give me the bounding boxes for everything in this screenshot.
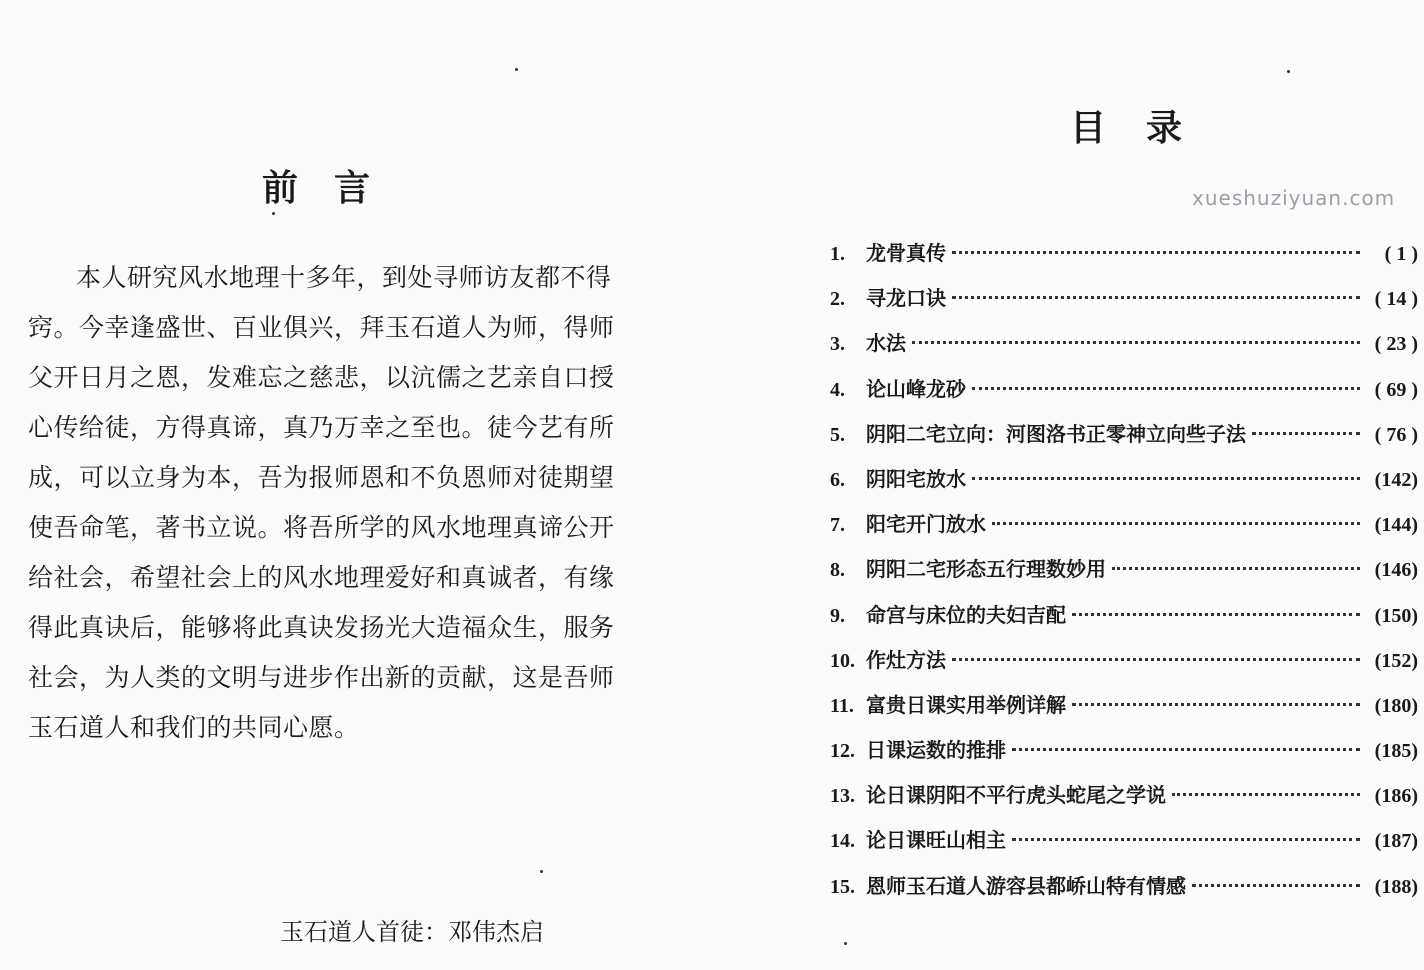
contents-list xyxy=(830,238,1418,916)
scan-speck xyxy=(844,942,847,945)
item-number: 1. xyxy=(830,243,845,265)
contents-item[interactable] xyxy=(830,554,1418,599)
contents-item[interactable] xyxy=(830,374,1418,419)
contents-item[interactable] xyxy=(830,283,1418,328)
item-page: (142) xyxy=(1374,468,1418,491)
preface-line: 成，可以立身为本，吾为报师恩和不负恩师对徒期望 xyxy=(28,463,615,492)
item-number: 14. xyxy=(830,830,855,853)
item-page: (146) xyxy=(1374,559,1418,582)
preface-line: 心传给徒，方得真谛，真乃万幸之至也。徒今艺有所 xyxy=(28,413,615,442)
dot-leader xyxy=(1252,432,1360,435)
item-title: 阳宅开门放水 xyxy=(866,512,986,537)
item-number: 6. xyxy=(830,468,845,491)
dot-leader xyxy=(1072,703,1360,706)
contents-item[interactable] xyxy=(830,780,1418,825)
item-title: 命宫与床位的夫妇吉配 xyxy=(866,602,1066,627)
preface-line: 窍。今幸逢盛世、百业俱兴，拜玉石道人为师，得师 xyxy=(28,313,615,342)
preface-line: 父开日月之恩，发难忘之慈悲，以沆儒之艺亲自口授 xyxy=(28,363,615,392)
dot-leader xyxy=(972,477,1360,480)
contents-item[interactable] xyxy=(830,871,1418,916)
contents-item[interactable] xyxy=(830,464,1418,509)
item-number: 12. xyxy=(830,740,855,763)
item-page: ( 69 ) xyxy=(1374,378,1418,401)
contents-item[interactable] xyxy=(830,509,1418,554)
contents-page xyxy=(712,0,1424,970)
item-page: (180) xyxy=(1374,694,1418,717)
item-title: 恩师玉石道人游容县都峤山特有情感 xyxy=(866,873,1186,898)
scan-speck xyxy=(272,212,275,215)
dot-leader xyxy=(972,387,1360,390)
scan-speck xyxy=(540,870,543,873)
item-page: ( 23 ) xyxy=(1374,333,1418,356)
scan-speck xyxy=(515,68,518,71)
item-title: 龙骨真传 xyxy=(866,241,946,265)
item-title: 富贵日课实用举例详解 xyxy=(866,692,1066,717)
item-title: 论山峰龙砂 xyxy=(866,376,966,401)
preface-line: 使吾命笔，著书立说。将吾所学的风水地理真谛公开 xyxy=(28,513,615,542)
item-page: (187) xyxy=(1374,830,1418,853)
item-number: 11. xyxy=(830,694,854,717)
preface-body xyxy=(28,258,613,758)
item-title: 阴阳二宅形态五行理数妙用 xyxy=(866,557,1106,582)
preface-line: 本人研究风水地理十多年，到处寻师访友都不得 xyxy=(76,263,612,292)
preface-line: 社会，为人类的文明与进步作出新的贡献，这是吾师 xyxy=(28,663,615,692)
item-page: (150) xyxy=(1374,604,1418,627)
scan-speck xyxy=(1287,70,1290,73)
item-page: (185) xyxy=(1374,740,1418,763)
contents-item[interactable] xyxy=(830,328,1418,373)
preface-line: 玉石道人和我们的共同心愿。 xyxy=(28,713,360,742)
item-page: ( 76 ) xyxy=(1374,423,1418,446)
item-title: 寻龙口诀 xyxy=(866,286,946,311)
contents-title: 目录 xyxy=(1070,107,1223,149)
item-number: 10. xyxy=(830,649,855,672)
watermark: xueshuziyuan.com xyxy=(1192,186,1396,210)
preface-line: 给社会，希望社会上的风水地理爱好和真诚者，有缘 xyxy=(28,563,615,592)
item-page: (144) xyxy=(1374,514,1418,537)
preface-title: 前言 xyxy=(262,167,407,209)
dot-leader xyxy=(952,296,1360,299)
item-number: 15. xyxy=(830,875,855,898)
dot-leader xyxy=(952,658,1360,661)
dot-leader xyxy=(1172,793,1360,796)
dot-leader xyxy=(1072,613,1360,616)
item-number: 9. xyxy=(830,604,845,627)
item-title: 水法 xyxy=(866,331,906,356)
item-title: 日课运数的推排 xyxy=(866,738,1006,763)
dot-leader xyxy=(912,341,1360,344)
item-title: 作灶方法 xyxy=(866,647,946,672)
dot-leader xyxy=(992,522,1360,525)
contents-item[interactable] xyxy=(830,238,1418,283)
item-number: 5. xyxy=(830,423,845,446)
item-number: 8. xyxy=(830,559,845,582)
contents-item[interactable] xyxy=(830,735,1418,780)
item-page: (188) xyxy=(1374,875,1418,898)
item-page: (152) xyxy=(1374,649,1418,672)
item-title: 阴阳二宅立向：河图洛书正零神立向些子法 xyxy=(866,421,1246,446)
contents-item[interactable] xyxy=(830,600,1418,645)
preface-line: 得此真诀后，能够将此真诀发扬光大造福众生，服务 xyxy=(28,613,615,642)
item-page: ( 1 ) xyxy=(1384,243,1418,265)
item-title: 论日课阴阳不平行虎头蛇尾之学说 xyxy=(866,783,1166,808)
contents-item[interactable] xyxy=(830,645,1418,690)
item-page: ( 14 ) xyxy=(1374,288,1418,311)
contents-item[interactable] xyxy=(830,825,1418,870)
item-number: 13. xyxy=(830,785,855,808)
dot-leader xyxy=(1012,748,1360,751)
item-number: 2. xyxy=(830,288,845,311)
dot-leader xyxy=(952,251,1360,254)
dot-leader xyxy=(1112,567,1360,570)
item-number: 3. xyxy=(830,333,845,356)
item-title: 阴阳宅放水 xyxy=(866,466,966,491)
dot-leader xyxy=(1012,838,1360,841)
contents-item[interactable] xyxy=(830,690,1418,735)
item-title: 论日课旺山相主 xyxy=(866,828,1006,853)
dot-leader xyxy=(1192,884,1360,887)
preface-signature: 玉石道人首徒：邓伟杰启 xyxy=(280,918,544,946)
item-number: 7. xyxy=(830,514,845,537)
item-page: (186) xyxy=(1374,785,1418,808)
item-number: 4. xyxy=(830,378,845,401)
contents-item[interactable] xyxy=(830,419,1418,464)
